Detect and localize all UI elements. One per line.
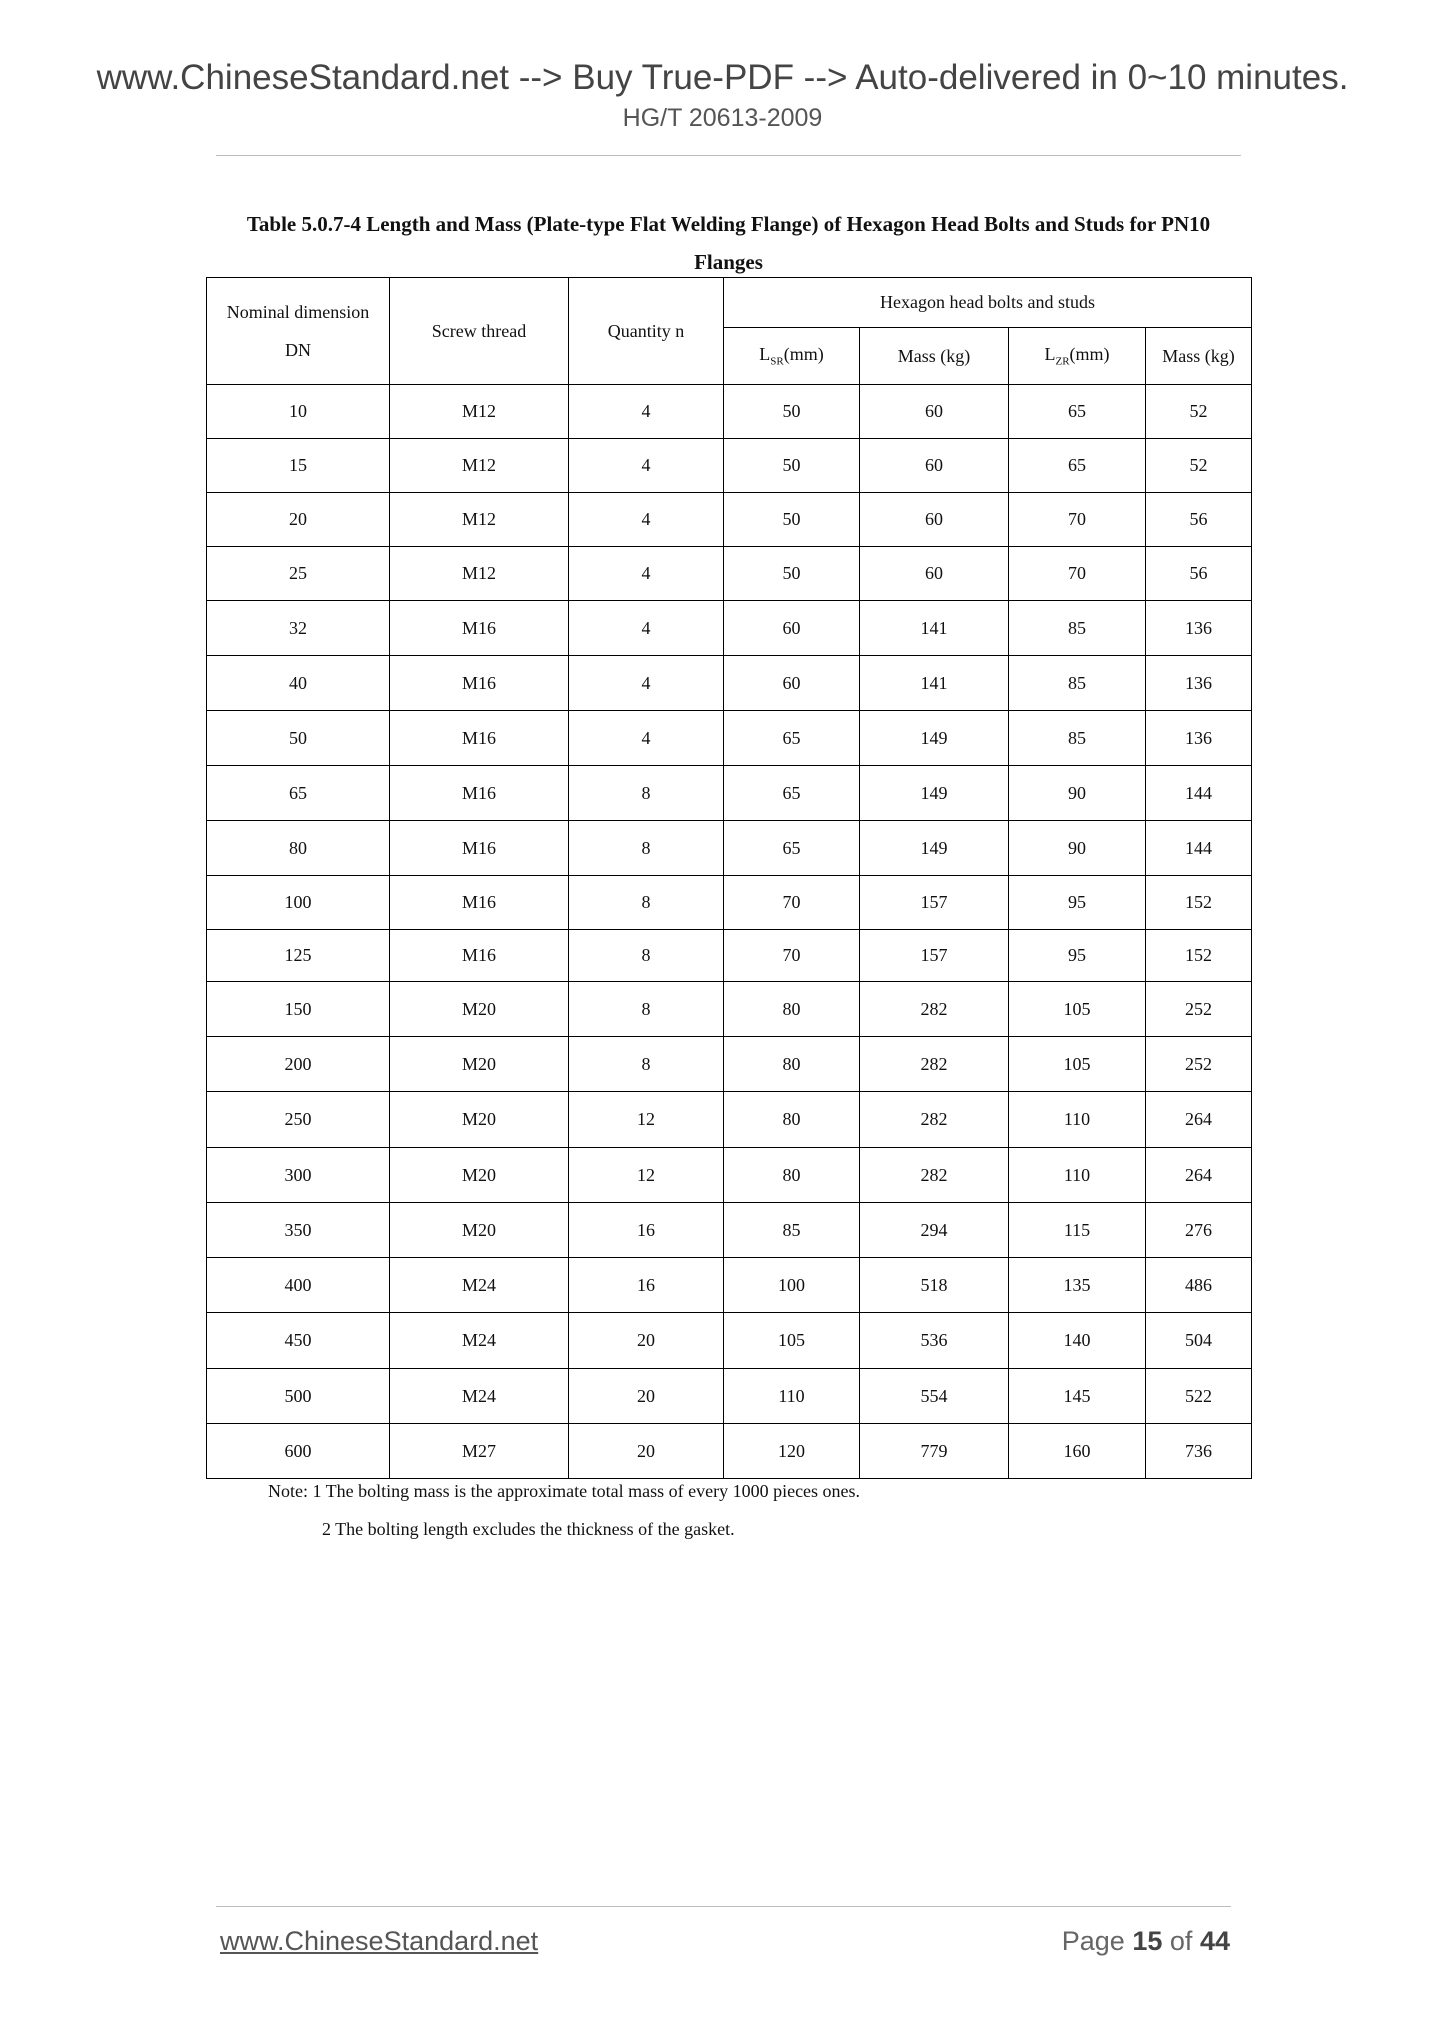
standard-number: HG/T 20613-2009	[622, 104, 823, 132]
page-of: of	[1169, 1926, 1193, 1956]
thread-cell: M20	[390, 1092, 569, 1148]
mass2-cell: 144	[1146, 766, 1252, 821]
thread-cell: M16	[390, 930, 569, 982]
mass2-cell: 264	[1146, 1092, 1252, 1148]
lsr-cell: 80	[724, 1148, 860, 1203]
table-row	[207, 1313, 1252, 1369]
table-row	[207, 1369, 1252, 1424]
table-row	[207, 766, 1252, 821]
lsr-cell: 65	[724, 711, 860, 766]
header-lzr-unit: (mm)	[1069, 344, 1110, 365]
thread-cell: M12	[390, 385, 569, 439]
thread-cell: M24	[390, 1369, 569, 1424]
page-total: 44	[1199, 1926, 1230, 1956]
table-row	[207, 1037, 1252, 1092]
lzr-cell: 90	[1009, 821, 1146, 876]
table-row	[207, 1148, 1252, 1203]
lsr-cell: 50	[724, 547, 860, 601]
header-banner: www.ChineseStandard.net --> Buy True-PDF --> Auto-delivered in 0~10 minutes.	[96, 58, 1349, 97]
mass2-cell: 252	[1146, 1037, 1252, 1092]
dn-cell: 50	[207, 711, 390, 766]
lzr-cell: 85	[1009, 711, 1146, 766]
header-nominal-dimension	[207, 278, 390, 385]
mass1-cell: 149	[860, 821, 1009, 876]
header-lsr	[724, 328, 860, 385]
header-lsr-unit: (mm)	[783, 344, 824, 365]
lzr-cell: 105	[1009, 982, 1146, 1037]
mass2-cell: 56	[1146, 547, 1252, 601]
page-current: 15	[1132, 1926, 1163, 1956]
mass1-cell: 294	[860, 1203, 1009, 1258]
dn-cell: 80	[207, 821, 390, 876]
table-row	[207, 821, 1252, 876]
table-row	[207, 493, 1252, 547]
dn-cell: 125	[207, 930, 390, 982]
header-mass-1: Mass (kg)	[860, 328, 1009, 385]
mass2-cell: 736	[1146, 1424, 1252, 1479]
mass1-cell: 518	[860, 1258, 1009, 1313]
table-row	[207, 1203, 1252, 1258]
lsr-cell: 65	[724, 766, 860, 821]
lsr-cell: 65	[724, 821, 860, 876]
note-1: Note: 1 The bolting mass is the approximate total mass of every 1000 pieces ones.	[268, 1481, 861, 1501]
dn-cell: 65	[207, 766, 390, 821]
dn-cell: 150	[207, 982, 390, 1037]
table-row	[207, 982, 1252, 1037]
lzr-cell: 85	[1009, 656, 1146, 711]
mass2-cell: 152	[1146, 930, 1252, 982]
table-row	[207, 876, 1252, 930]
mass2-cell: 276	[1146, 1203, 1252, 1258]
thread-cell: M24	[390, 1258, 569, 1313]
quantity-cell: 12	[569, 1148, 724, 1203]
mass1-cell: 554	[860, 1369, 1009, 1424]
quantity-cell: 16	[569, 1203, 724, 1258]
thread-cell: M20	[390, 982, 569, 1037]
thread-cell: M20	[390, 1037, 569, 1092]
table-body	[207, 385, 1252, 1479]
quantity-cell: 8	[569, 1037, 724, 1092]
table-row	[207, 439, 1252, 493]
lsr-cell: 100	[724, 1258, 860, 1313]
dn-cell: 500	[207, 1369, 390, 1424]
mass1-cell: 149	[860, 711, 1009, 766]
quantity-cell: 20	[569, 1424, 724, 1479]
thread-cell: M16	[390, 656, 569, 711]
lzr-cell: 145	[1009, 1369, 1146, 1424]
bolt-table	[206, 277, 1252, 1479]
table-row	[207, 1258, 1252, 1313]
mass2-cell: 486	[1146, 1258, 1252, 1313]
table-caption	[206, 205, 1251, 281]
dn-cell: 600	[207, 1424, 390, 1479]
quantity-cell: 4	[569, 439, 724, 493]
lsr-cell: 85	[724, 1203, 860, 1258]
dn-cell: 32	[207, 601, 390, 656]
lzr-cell: 85	[1009, 601, 1146, 656]
mass1-cell: 141	[860, 601, 1009, 656]
page-word: Page	[1061, 1926, 1125, 1956]
table-row	[207, 1092, 1252, 1148]
lsr-cell: 120	[724, 1424, 860, 1479]
quantity-cell: 8	[569, 930, 724, 982]
lsr-cell: 60	[724, 601, 860, 656]
header-dn-label: DN	[285, 340, 311, 360]
lsr-cell: 70	[724, 876, 860, 930]
dn-cell: 400	[207, 1258, 390, 1313]
header-lzr	[1009, 328, 1146, 385]
thread-cell: M12	[390, 493, 569, 547]
mass1-cell: 60	[860, 493, 1009, 547]
lzr-cell: 110	[1009, 1092, 1146, 1148]
lzr-cell: 95	[1009, 930, 1146, 982]
table-row	[207, 601, 1252, 656]
thread-cell: M16	[390, 711, 569, 766]
lsr-cell: 105	[724, 1313, 860, 1369]
mass1-cell: 282	[860, 1037, 1009, 1092]
mass1-cell: 60	[860, 439, 1009, 493]
quantity-cell: 4	[569, 547, 724, 601]
lsr-cell: 60	[724, 656, 860, 711]
thread-cell: M16	[390, 766, 569, 821]
header-lsr-sub: SR	[770, 355, 784, 368]
quantity-cell: 8	[569, 766, 724, 821]
lzr-cell: 65	[1009, 385, 1146, 439]
lzr-cell: 70	[1009, 547, 1146, 601]
mass1-cell: 60	[860, 385, 1009, 439]
dn-cell: 10	[207, 385, 390, 439]
dn-cell: 15	[207, 439, 390, 493]
mass1-cell: 149	[860, 766, 1009, 821]
table-row	[207, 656, 1252, 711]
thread-cell: M16	[390, 821, 569, 876]
mass2-cell: 264	[1146, 1148, 1252, 1203]
mass2-cell: 52	[1146, 385, 1252, 439]
mass1-cell: 282	[860, 982, 1009, 1037]
dn-cell: 100	[207, 876, 390, 930]
lzr-cell: 135	[1009, 1258, 1146, 1313]
lsr-cell: 50	[724, 385, 860, 439]
mass1-cell: 779	[860, 1424, 1009, 1479]
quantity-cell: 4	[569, 656, 724, 711]
quantity-cell: 4	[569, 711, 724, 766]
lzr-cell: 105	[1009, 1037, 1146, 1092]
thread-cell: M20	[390, 1203, 569, 1258]
mass2-cell: 136	[1146, 656, 1252, 711]
mass1-cell: 282	[860, 1092, 1009, 1148]
dn-cell: 350	[207, 1203, 390, 1258]
mass2-cell: 56	[1146, 493, 1252, 547]
table-row	[207, 1424, 1252, 1479]
mass2-cell: 144	[1146, 821, 1252, 876]
header-mass-2: Mass (kg)	[1146, 328, 1252, 385]
mass2-cell: 136	[1146, 711, 1252, 766]
header-quantity: Quantity n	[569, 278, 724, 385]
lsr-cell: 80	[724, 1092, 860, 1148]
quantity-cell: 20	[569, 1313, 724, 1369]
lzr-cell: 90	[1009, 766, 1146, 821]
mass2-cell: 252	[1146, 982, 1252, 1037]
header-divider	[216, 155, 1241, 156]
table-row	[207, 385, 1252, 439]
lzr-cell: 115	[1009, 1203, 1146, 1258]
header-nominal-dimension-label: Nominal dimension	[226, 302, 370, 322]
page-indicator	[1062, 1926, 1230, 1957]
mass1-cell: 157	[860, 930, 1009, 982]
thread-cell: M20	[390, 1148, 569, 1203]
lzr-cell: 110	[1009, 1148, 1146, 1203]
lsr-cell: 110	[724, 1369, 860, 1424]
quantity-cell: 16	[569, 1258, 724, 1313]
mass1-cell: 536	[860, 1313, 1009, 1369]
header-screw-thread: Screw thread	[390, 278, 569, 385]
header-lzr-main: L	[1044, 344, 1056, 365]
dn-cell: 20	[207, 493, 390, 547]
lsr-cell: 50	[724, 493, 860, 547]
dn-cell: 40	[207, 656, 390, 711]
lsr-cell: 80	[724, 982, 860, 1037]
quantity-cell: 8	[569, 876, 724, 930]
table-row	[207, 547, 1252, 601]
thread-cell: M16	[390, 876, 569, 930]
mass1-cell: 282	[860, 1148, 1009, 1203]
lzr-cell: 160	[1009, 1424, 1146, 1479]
table-row	[207, 930, 1252, 982]
mass1-cell: 141	[860, 656, 1009, 711]
table-caption-line1: Table 5.0.7-4 Length and Mass (Plate-type Flat Welding Flange) of Hexagon Head Bolts and Studs for PN10	[246, 212, 1211, 236]
mass2-cell: 136	[1146, 601, 1252, 656]
lzr-cell: 65	[1009, 439, 1146, 493]
thread-cell: M12	[390, 439, 569, 493]
mass1-cell: 60	[860, 547, 1009, 601]
dn-cell: 25	[207, 547, 390, 601]
quantity-cell: 8	[569, 821, 724, 876]
thread-cell: M12	[390, 547, 569, 601]
thread-cell: M27	[390, 1424, 569, 1479]
quantity-cell: 8	[569, 982, 724, 1037]
table-caption-line2: Flanges	[694, 250, 763, 274]
header-group: Hexagon head bolts and studs	[724, 278, 1252, 328]
dn-cell: 450	[207, 1313, 390, 1369]
thread-cell: M16	[390, 601, 569, 656]
quantity-cell: 4	[569, 385, 724, 439]
quantity-cell: 20	[569, 1369, 724, 1424]
thread-cell: M24	[390, 1313, 569, 1369]
dn-cell: 300	[207, 1148, 390, 1203]
lzr-cell: 95	[1009, 876, 1146, 930]
mass2-cell: 522	[1146, 1369, 1252, 1424]
lsr-cell: 70	[724, 930, 860, 982]
quantity-cell: 12	[569, 1092, 724, 1148]
mass1-cell: 157	[860, 876, 1009, 930]
mass2-cell: 152	[1146, 876, 1252, 930]
quantity-cell: 4	[569, 601, 724, 656]
header-lsr-main: L	[759, 344, 771, 365]
header-lzr-sub: ZR	[1055, 355, 1070, 368]
table-row	[207, 711, 1252, 766]
mass2-cell: 504	[1146, 1313, 1252, 1369]
lzr-cell: 140	[1009, 1313, 1146, 1369]
mass2-cell: 52	[1146, 439, 1252, 493]
lsr-cell: 80	[724, 1037, 860, 1092]
dn-cell: 200	[207, 1037, 390, 1092]
lzr-cell: 70	[1009, 493, 1146, 547]
dn-cell: 250	[207, 1092, 390, 1148]
footer-link[interactable]: www.ChineseStandard.net	[220, 1926, 539, 1956]
lsr-cell: 50	[724, 439, 860, 493]
quantity-cell: 4	[569, 493, 724, 547]
note-2: 2 The bolting length excludes the thickness of the gasket.	[322, 1519, 735, 1539]
footer-divider	[216, 1906, 1231, 1907]
